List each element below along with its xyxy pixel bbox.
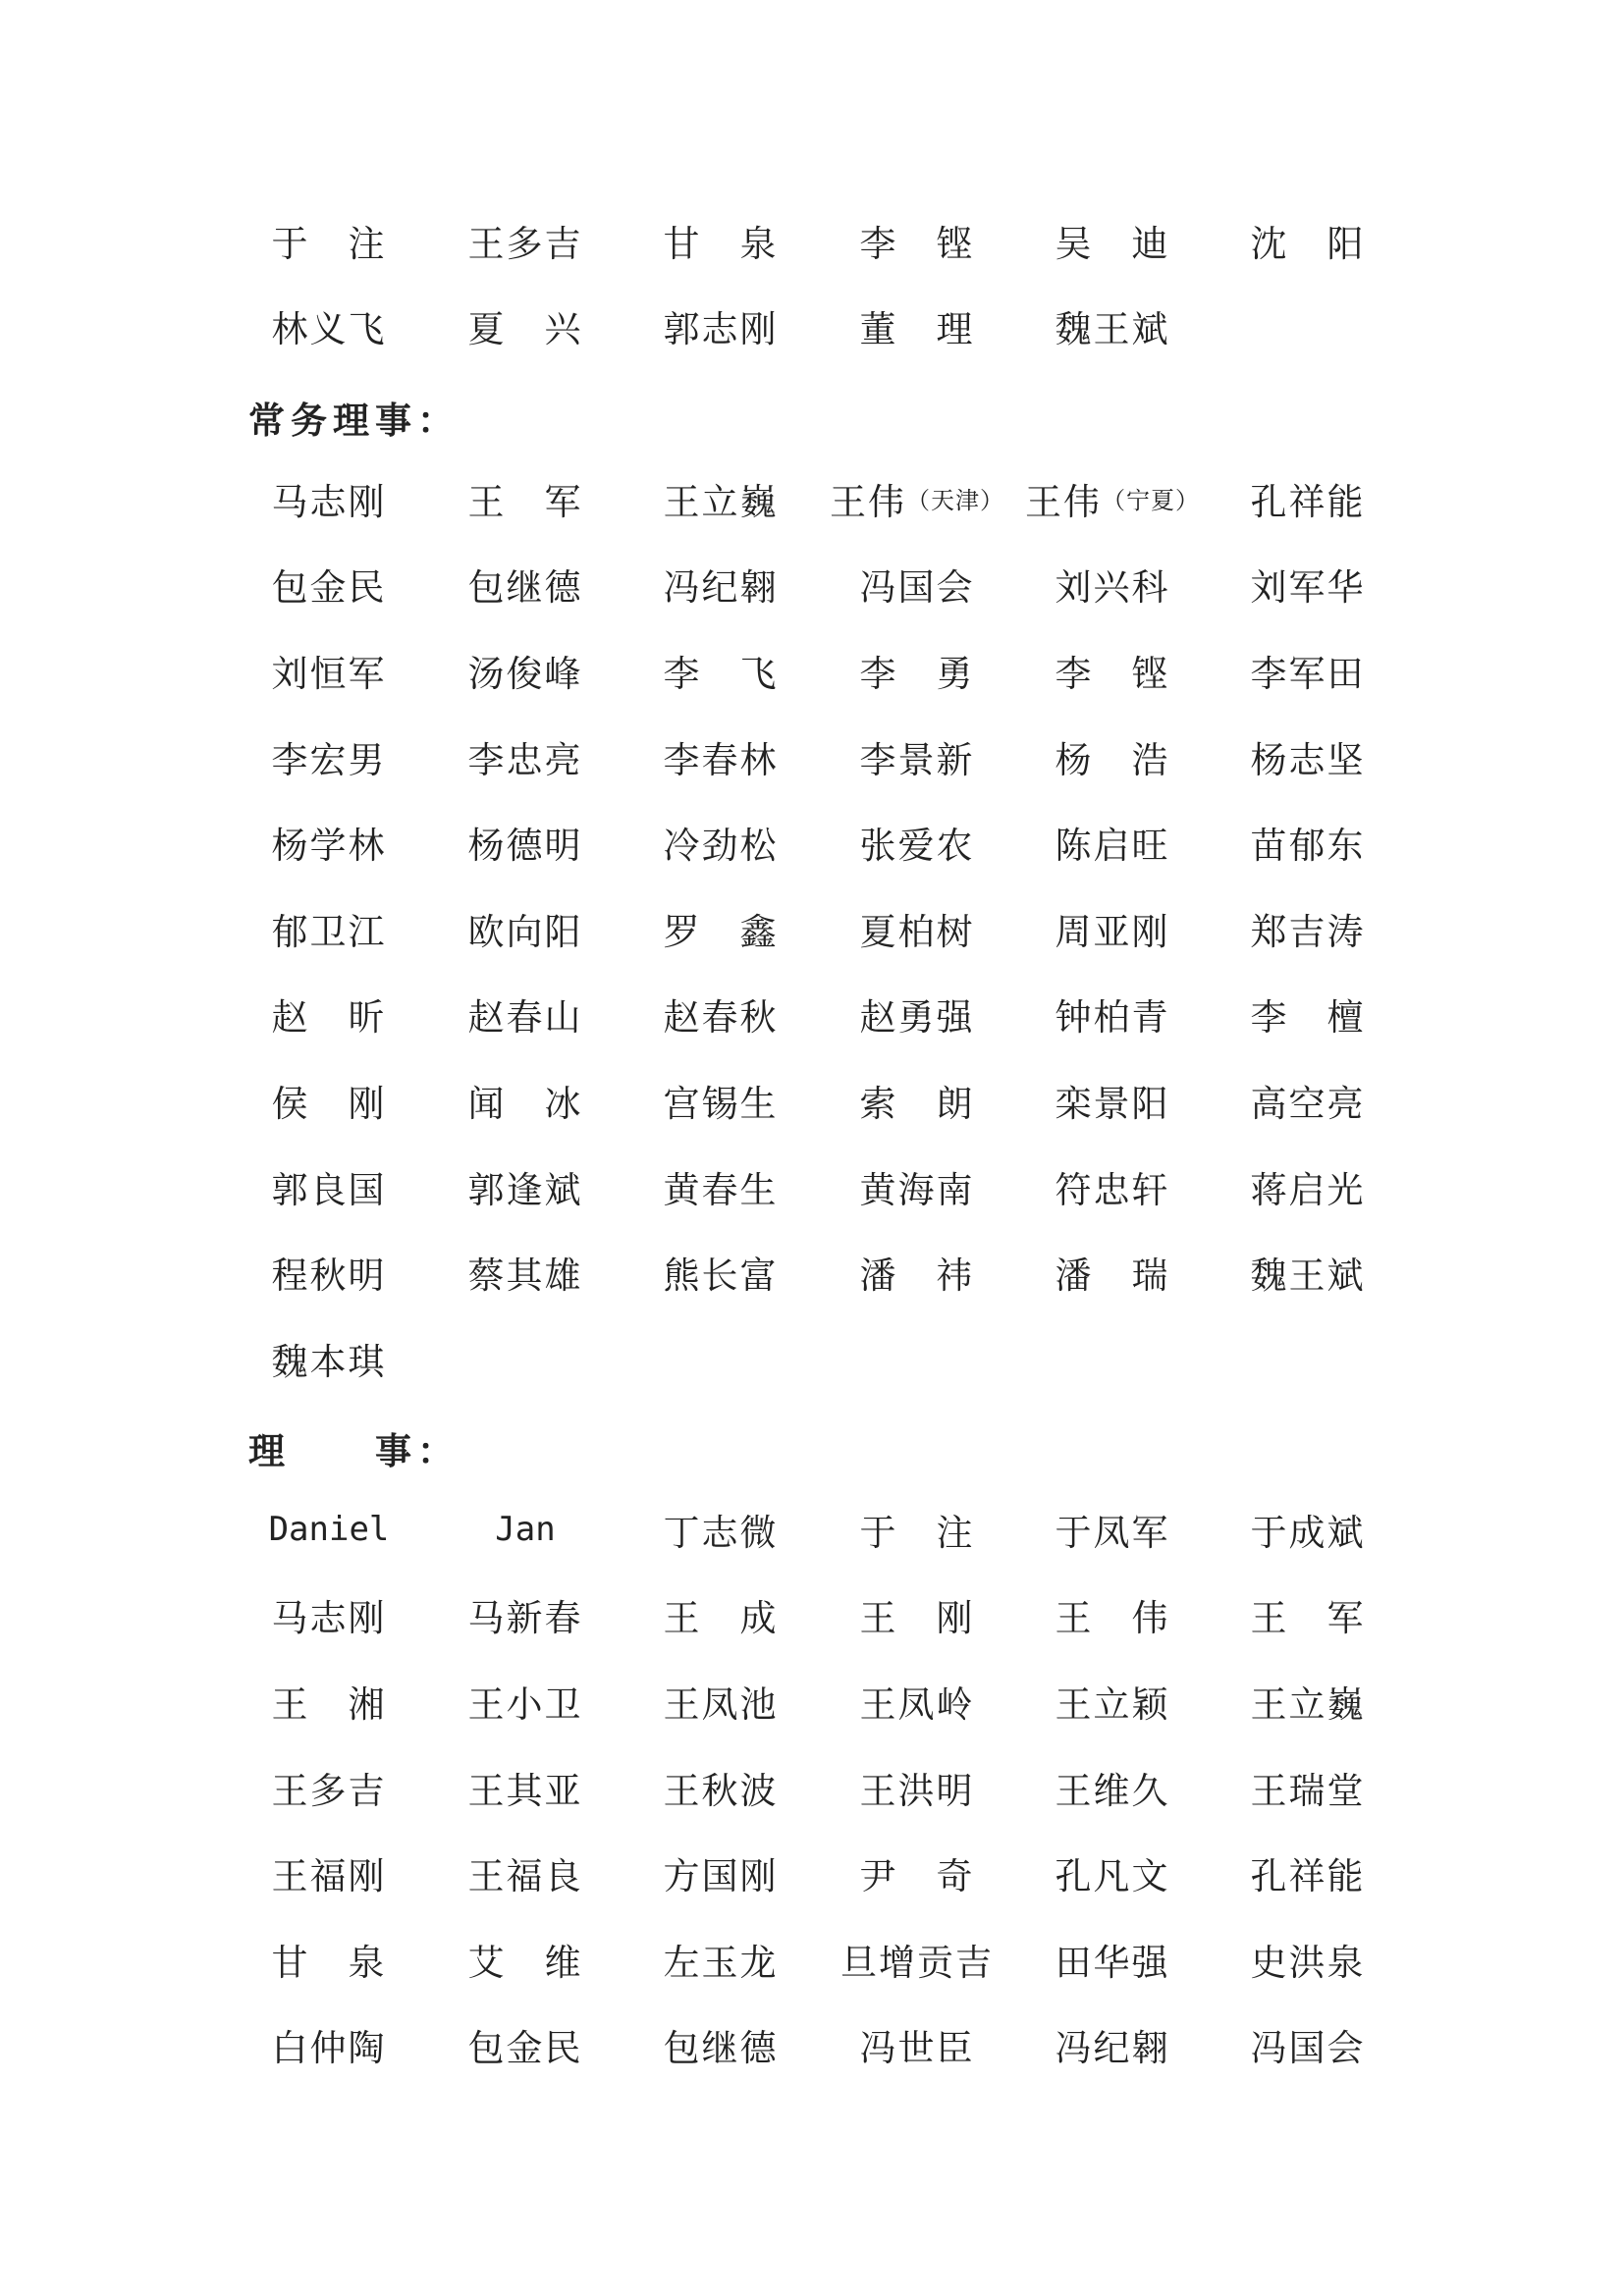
name-row: [0, 197, 1624, 284]
name-cell: 冯纪翱: [663, 566, 779, 610]
standing-directors-list: [0, 455, 1624, 1402]
name-cell: 蔡其雄: [467, 1255, 583, 1298]
name-cell: 甘 泉: [663, 222, 779, 265]
name-cell: 吴 迪: [1055, 222, 1170, 265]
name-cell: 潘 祎: [859, 1255, 975, 1298]
name-cell: 夏柏树: [859, 910, 975, 953]
name-cell: 冯国会: [859, 566, 975, 610]
name-cell: 王福刚: [271, 1855, 387, 1898]
name-row: [0, 1744, 1624, 1831]
name-cell: 魏王斌: [1250, 1255, 1366, 1298]
name-cell: 王福良: [467, 1855, 583, 1898]
name-cell: 李 铿: [1055, 652, 1170, 695]
name-row: [0, 1229, 1624, 1315]
name-cell: 王 湘: [271, 1682, 387, 1726]
name-cell: 王瑞堂: [1250, 1769, 1366, 1812]
name-cell: 欧向阳: [467, 910, 583, 953]
name-row: [0, 284, 1624, 370]
name-cell: 王 成: [663, 1597, 779, 1640]
name-cell: 丁志微: [663, 1511, 779, 1554]
name-cell: 李军田: [1250, 652, 1366, 695]
name-cell: 夏 兴: [467, 308, 583, 351]
name-cell: 郭良国: [271, 1168, 387, 1211]
name-cell: 陈启旺: [1055, 825, 1170, 868]
name-row: [0, 972, 1624, 1058]
name-cell: 史洪泉: [1250, 1941, 1366, 1984]
name-cell: 包金民: [271, 566, 387, 610]
name-cell: 包继德: [467, 566, 583, 610]
standing-directors-rows: [0, 542, 1624, 1402]
name-cell: 包继德: [663, 2027, 779, 2070]
name-cell: Jan: [495, 1509, 556, 1549]
name-cell: 潘 瑞: [1055, 1255, 1170, 1298]
name-row: [0, 1315, 1624, 1402]
name-cell: 董 理: [859, 308, 975, 351]
name-cell: 王洪明: [859, 1769, 975, 1812]
name-cell: Daniel: [268, 1509, 390, 1549]
name-cell: 赵 昕: [271, 996, 387, 1040]
directors-list: [0, 1486, 1624, 2088]
name-cell: 王秋波: [663, 1769, 779, 1812]
region-note: （天津）: [906, 487, 1004, 515]
name-cell: 杨志坚: [1250, 738, 1366, 781]
name-cell: 林义飞: [271, 308, 387, 351]
name-text: 王伟: [830, 480, 906, 523]
name-cell: 赵勇强: [859, 996, 975, 1040]
name-cell: 王立巍: [663, 480, 779, 523]
name-cell: 王立巍: [1250, 1682, 1366, 1726]
name-cell: 郁卫江: [271, 910, 387, 953]
name-cell: 王多吉: [271, 1769, 387, 1812]
name-cell: 杨学林: [271, 825, 387, 868]
name-cell: 栾景阳: [1055, 1082, 1170, 1125]
name-cell: 李春林: [663, 738, 779, 781]
directors-rows: [0, 1573, 1624, 2089]
name-row: [0, 799, 1624, 885]
name-cell: 王小卫: [467, 1682, 583, 1726]
name-cell: 熊长富: [663, 1255, 779, 1298]
name-cell: 郑吉涛: [1250, 910, 1366, 953]
name-cell: 冯世臣: [859, 2027, 975, 2070]
name-row: [0, 627, 1624, 714]
name-cell: 郭志刚: [663, 308, 779, 351]
name-row: [0, 1144, 1624, 1230]
name-cell: 李 铿: [859, 222, 975, 265]
name-cell: 汤俊峰: [467, 652, 583, 695]
name-cell: 蒋启光: [1250, 1168, 1366, 1211]
name-cell: 闻 冰: [467, 1082, 583, 1125]
name-cell: 周亚刚: [1055, 910, 1170, 953]
name-cell: 白仲陶: [271, 2027, 387, 2070]
name-cell: 王凤岭: [859, 1682, 975, 1726]
name-cell: 杨 浩: [1055, 738, 1170, 781]
name-cell: 李 檀: [1250, 996, 1366, 1040]
name-cell: 左玉龙: [663, 1941, 779, 1984]
name-cell: 王 军: [467, 480, 583, 523]
name-cell: 黄春生: [663, 1168, 779, 1211]
name-cell: 甘 泉: [271, 1941, 387, 1984]
name-cell: 索 朗: [859, 1082, 975, 1125]
name-cell: 王多吉: [467, 222, 583, 265]
name-cell: 程秋明: [271, 1255, 387, 1298]
name-cell: 冯国会: [1250, 2027, 1366, 2070]
name-cell: 田华强: [1055, 1941, 1170, 1984]
name-cell: 于成斌: [1250, 1511, 1366, 1554]
name-text: 王伟: [1025, 480, 1102, 523]
name-row: [0, 1830, 1624, 1916]
name-cell: 郭逢斌: [467, 1168, 583, 1211]
name-row: [0, 2002, 1624, 2089]
name-cell: 符忠轩: [1055, 1168, 1170, 1211]
name-row: [0, 542, 1624, 628]
name-cell: 尹 奇: [859, 1855, 975, 1898]
name-cell: 李忠亮: [467, 738, 583, 781]
name-cell: 李 飞: [663, 652, 779, 695]
name-cell: 刘军华: [1250, 566, 1366, 610]
name-cell: 于 注: [859, 1511, 975, 1554]
name-cell: 孔祥能: [1250, 1855, 1366, 1898]
standing-directors-heading: 常务理事：: [248, 400, 460, 442]
name-cell: 宫锡生: [663, 1082, 779, 1125]
name-row: [0, 885, 1624, 972]
name-cell: 孔祥能: [1250, 480, 1366, 523]
name-cell: 王 伟: [1055, 1597, 1170, 1640]
name-cell: 魏本琪: [271, 1340, 387, 1383]
name-cell: 刘恒军: [271, 652, 387, 695]
directors-heading: 理 事：: [248, 1430, 460, 1472]
name-cell: 侯 刚: [271, 1082, 387, 1125]
name-cell: 方国刚: [663, 1855, 779, 1898]
name-cell: 王凤池: [663, 1682, 779, 1726]
name-cell: 冷劲松: [663, 825, 779, 868]
name-cell: 马志刚: [271, 480, 387, 523]
top-name-list: [0, 197, 1624, 369]
name-cell: 黄海南: [859, 1168, 975, 1211]
name-cell: 马新春: [467, 1597, 583, 1640]
name-cell: 王 军: [1250, 1597, 1366, 1640]
name-cell: 艾 维: [467, 1941, 583, 1984]
name-cell: 李景新: [859, 738, 975, 781]
name-cell: 赵春秋: [663, 996, 779, 1040]
name-cell: 苗郁东: [1250, 825, 1366, 868]
name-cell: 马志刚: [271, 1597, 387, 1640]
name-row: [0, 1057, 1624, 1144]
name-cell: 王维久: [1055, 1769, 1170, 1812]
name-cell: 王其亚: [467, 1769, 583, 1812]
name-cell: 钟柏青: [1055, 996, 1170, 1040]
name-row: [0, 1658, 1624, 1744]
name-cell: 李 勇: [859, 652, 975, 695]
name-cell: 刘兴科: [1055, 566, 1170, 610]
name-cell: 包金民: [467, 2027, 583, 2070]
name-cell: [1015, 455, 1210, 542]
name-cell: 高空亮: [1250, 1082, 1366, 1125]
name-cell: 王立颖: [1055, 1682, 1170, 1726]
name-cell: 李宏男: [271, 738, 387, 781]
name-cell: 魏王斌: [1055, 308, 1170, 351]
name-cell: 沈 阳: [1250, 222, 1366, 265]
name-row: [0, 1486, 1624, 1573]
name-row: [0, 1916, 1624, 2002]
name-cell: [820, 455, 1014, 542]
name-cell: 王 刚: [859, 1597, 975, 1640]
name-cell: 于 注: [271, 222, 387, 265]
name-cell: 旦增贡吉: [840, 1941, 994, 1984]
name-cell: 于凤军: [1055, 1511, 1170, 1554]
name-cell: 罗 鑫: [663, 910, 779, 953]
name-cell: 冯纪翱: [1055, 2027, 1170, 2070]
name-cell: 张爱农: [859, 825, 975, 868]
name-row: [0, 714, 1624, 800]
region-note: （宁夏）: [1102, 487, 1200, 515]
name-cell: 赵春山: [467, 996, 583, 1040]
name-row: [0, 1573, 1624, 1659]
name-cell: 孔凡文: [1055, 1855, 1170, 1898]
name-cell: 杨德明: [467, 825, 583, 868]
name-row: [0, 455, 1624, 542]
